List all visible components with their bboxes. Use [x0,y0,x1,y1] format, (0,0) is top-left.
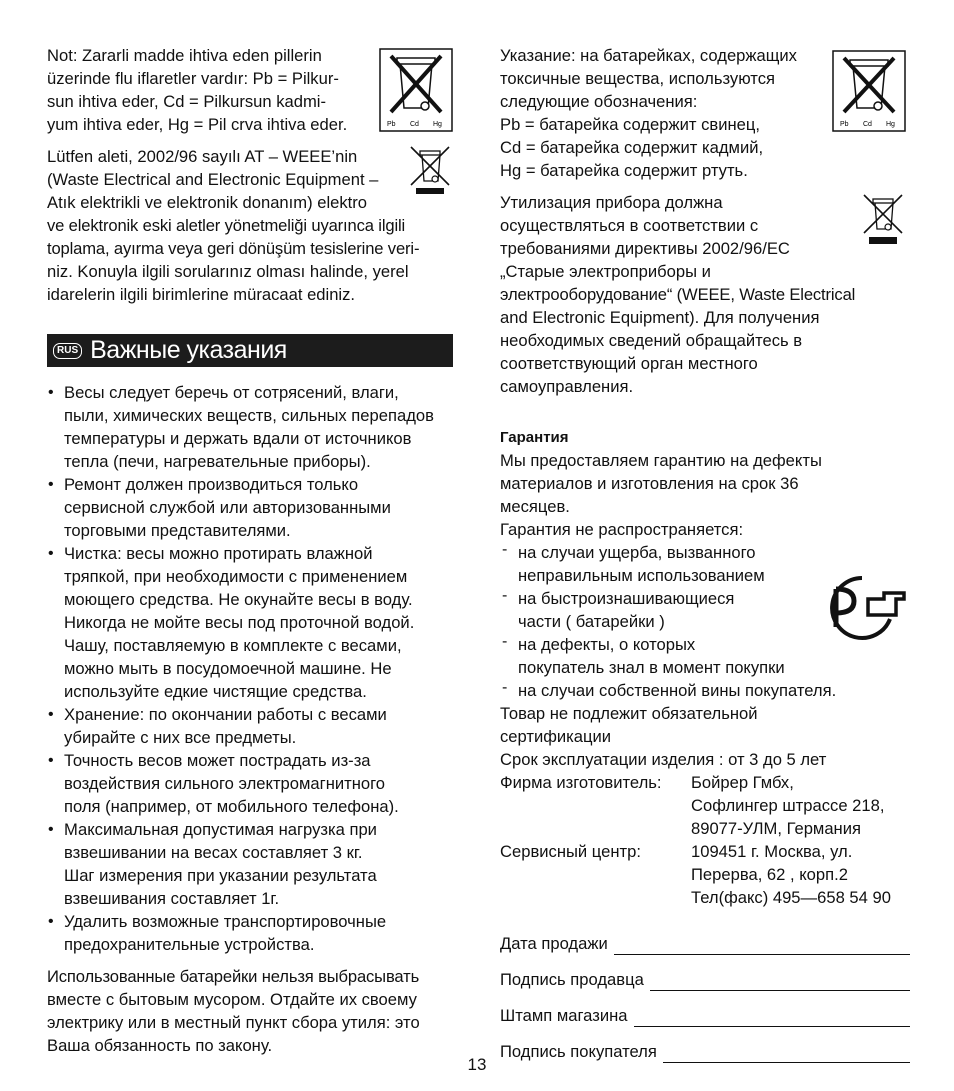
list-item: - на случаи ущерба, вызванного неправильным использованием [500,541,910,587]
battery-disposal-icon [832,50,906,132]
tr-battery-note-text: Not: Zararli madde ihtiva eden pillerin üzerinde flu iflaretler vardır: Pb = Pilkur- sun ihtiva eder, Cd = Pilkursun kadmi- yum ihtiva eder, Hg = Pil crva ihtiva eder. [47,46,348,134]
batteries-disposal-paragraph: Использованные батарейки нельзя выбрасывать вместе с бытовым мусором. Отдайте их своему электрику или в местный пункт сбора утиля: это Ваша обязанность по закону. [47,967,420,1055]
right-column [500,44,910,1063]
list-item: • Точность весов может пострадать из-за воздействия сильного электромагнитного поля (например, от мобильного телефона). [47,749,455,818]
pb-label: Pb [840,121,849,128]
warranty-text: Мы предоставляем гарантию на дефекты материалов и изготовления на срок 36 месяцев. Гарантия не распространяется: [500,451,822,539]
weee-bin-icon [860,191,906,247]
section-heading [47,334,453,367]
weee-bin-icon [407,143,453,195]
list-item: - на случаи собственной вины покупателя. [500,679,910,702]
battery-disposal-icon [379,48,453,132]
important-notes-list [47,381,455,956]
manufacturer-label: Фирма изготовитель: [500,773,662,792]
list-item: • Ремонт должен производиться только сервисной службой или авторизованными торговыми представителями. [47,473,455,542]
left-column [47,44,455,1057]
certification-info: Товар не подлежит обязательной сертификации Срок эксплуатации изделия : от 3 до 5 лет [500,704,827,769]
shop-stamp-field[interactable]: Штамп магазина [500,1004,910,1027]
list-item: • Максимальная допустимая нагрузка при взвешивании на весах составляет 3 кг. Шаг измерения при указании результата взвешивания составляет 1г. [47,818,455,910]
ru-weee-note: Утилизация прибора должна осуществляться в соответствии с требованиями директивы 2002/96/EC „Старые электроприборы и электрооборудование“ (WEEE, Waste Electrical and Electronic Equipment). Для получения необходимых сведений обращайтесь в соответствующий орган местного самоуправления. [500,191,910,398]
manufacturer-block: Фирма изготовитель: Бойрер Гмбх, Софлингер штрассе 218, 89077-УЛМ, Германия [500,773,885,838]
list-item: • Удалить возможные транспортировочные предохранительные устройства. [47,910,455,956]
service-center-block: Сервисный центр: 109451 г. Москва, ул. Перерва, 62 , корп.2 Тел(факс) 495—658 54 90 [500,842,891,907]
tr-weee-note: Lütfen aleti, 2002/96 sayılı AT – WEEE’nin (Waste Electrical and Electronic Equipment – Atık elektrikli ve elektronik donanım) elektro ve elektronik eski aletler yönetmeliği uyarınca ilgili toplama, ayırma veya geri dönüşüm tesislerine veri- niz. Konuyla ilgili sorularınız olması halinde, yerel idarelerin ilgili birimlerine müracaat ediniz. [47,145,455,306]
ru-battery-note: Указание: на батарейках, содержащих токсичные вещества, используются следующие обозначения: Pb = батарейка содержит свинец, Cd = батарейка содержит кадмий, Hg = батарейка содержит ртуть. Pb Cd Hg [500,44,910,182]
list-item: • Чистка: весы можно протирать влажной тряпкой, при необходимости с применением моющего средства. Не окунайте весы в воду. Никогда не мойте весы под проточной водой. Чашу, поставляемую в комплекте с весами, можно мыть в посудомоечной машине. Не используйте едкие чистящие средства. [47,542,455,703]
list-item: • Весы следует беречь от сотрясений, влаги, пыли, химических веществ, сильных перепадов температуры и держать вдали от источников тепла (печи, нагревательные приборы). [47,381,455,473]
tr-battery-note [47,44,455,136]
section-title: Важные указания [90,336,287,364]
list-item: • Хранение: по окончании работы с весами убирайте с них все предметы. [47,703,455,749]
seller-signature-field[interactable]: Подпись продавца [500,968,910,991]
language-badge: RUS [53,343,82,359]
list-item: - на быстроизнашивающиеся части ( батарейки ) [500,587,910,633]
page-number: 13 [467,1055,487,1074]
pb-label: Pb [387,121,396,128]
list-item: - на дефекты, о которых покупатель знал в момент покупки [500,633,910,679]
sale-date-field[interactable]: Дата продажи [500,932,910,955]
service-center-label: Сервисный центр: [500,842,641,861]
cd-label: Cd [863,121,872,128]
cert-mark-text: РСТ [818,575,820,576]
hg-label: Hg [886,121,895,128]
buyer-signature-field[interactable]: Подпись покупателя [500,1040,910,1063]
warranty-exclusions [500,541,910,702]
warranty-title: Гарантия [500,429,569,446]
cd-label: Cd [410,121,419,128]
certification-mark-icon [818,575,906,641]
hg-label: Hg [433,121,442,128]
